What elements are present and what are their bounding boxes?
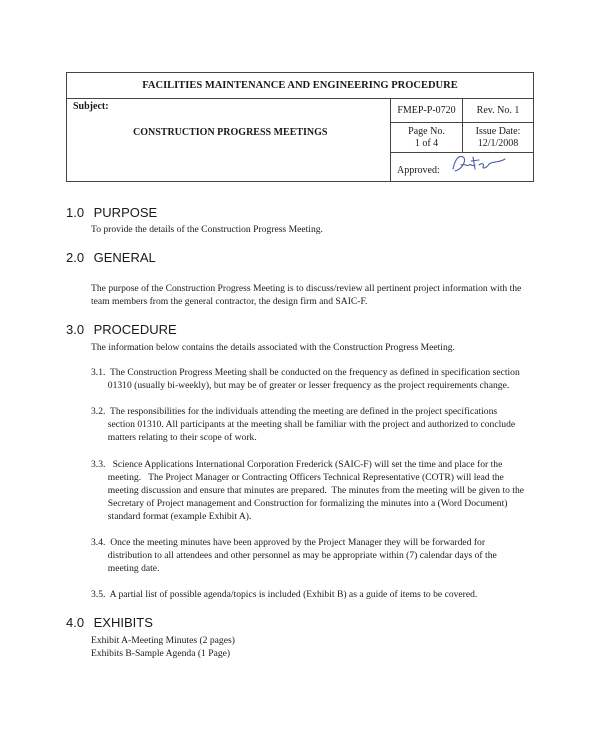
section-number: 3.0 (66, 322, 85, 337)
procedure-item-line: meeting. The Project Manager or Contracting Officers Technical Representative (COTR) will lead the (91, 472, 504, 483)
section-title: EXHIBITS (93, 615, 153, 630)
general-text-line: The purpose of the Construction Progress Meeting is to discuss/review all pertinent project information with the (91, 283, 522, 294)
page-label: Page No. (408, 126, 445, 137)
issue-label: Issue Date: (475, 126, 521, 137)
subject-cell (67, 99, 391, 181)
procedure-item-line: 3.4. Once the meeting minutes have been approved by the Project Manager they will be forwarded for (91, 537, 486, 548)
section-title: PURPOSE (93, 205, 158, 220)
subject-value: CONSTRUCTION PROGRESS MEETINGS (133, 127, 328, 138)
procedure-item-line: 3.3. Science Applications International Corporation Frederick (SAIC-F) will set the time and place for the (91, 459, 503, 470)
procedure-item-line: standard format (example Exhibit A). (91, 511, 252, 522)
issue-date-cell (463, 123, 533, 153)
procedure-item-line: meeting discussion and ensure that minutes are prepared. The minutes from the meeting will be given to the (91, 485, 525, 496)
procedure-item-line: Secretary of Project management and Construction for formalizing the minutes into a (Word Document) (91, 498, 508, 509)
exhibit-item: Exhibits B-Sample Agenda (1 Page) (91, 648, 231, 659)
section-heading-procedure (66, 322, 177, 337)
approved-label: Approved: (397, 165, 440, 176)
general-text-line: team members from the general contractor, the design firm and SAIC-F. (91, 296, 368, 307)
section-heading-purpose (66, 205, 157, 220)
revision-number: Rev. No. 1 (463, 99, 533, 123)
section-title: GENERAL (93, 250, 156, 265)
page-number-cell (391, 123, 463, 153)
procedure-item-line: 3.1. The Construction Progress Meeting shall be conducted on the frequency as defined in specification section (91, 367, 520, 378)
procedure-intro: The information below contains the details associated with the Construction Progress Meeting. (91, 342, 455, 353)
section-heading-exhibits (66, 615, 153, 630)
procedure-item-line: matters relating to their scope of work. (91, 432, 257, 443)
procedure-item-line: 01310 (usually bi-weekly), but may be of greater or lesser frequency as the project requirements change. (91, 380, 510, 391)
subject-label: Subject: (73, 101, 109, 112)
section-number: 1.0 (66, 205, 85, 220)
procedure-item-line: distribution to all attendees and other personnel as may be appropriate within (7) calendar days of the (91, 550, 497, 561)
purpose-text: To provide the details of the Construction Progress Meeting. (91, 224, 323, 235)
procedure-item-line: 3.5. A partial list of possible agenda/topics is included (Exhibit B) as a guide of items to be covered. (91, 589, 478, 600)
procedure-title: FACILITIES MAINTENANCE AND ENGINEERING PROCEDURE (67, 73, 533, 99)
procedure-header-table (66, 72, 534, 182)
procedure-item-line: 3.2. The responsibilities for the individuals attending the meeting are defined in the project specifications (91, 406, 498, 417)
page-value: 1 of 4 (414, 138, 439, 149)
procedure-item-line: meeting date. (91, 563, 160, 574)
section-number: 4.0 (66, 615, 85, 630)
issue-value: 12/1/2008 (477, 138, 519, 149)
section-heading-general (66, 250, 156, 265)
approved-cell (391, 153, 533, 181)
document-number: FMEP-P-0720 (391, 99, 463, 123)
section-title: PROCEDURE (93, 322, 177, 337)
procedure-item-line: section 01310. All participants at the meeting shall be familiar with the project and authorized to conclude (91, 419, 516, 430)
section-number: 2.0 (66, 250, 85, 265)
approval-signature (449, 151, 509, 177)
exhibit-item: Exhibit A-Meeting Minutes (2 pages) (91, 635, 235, 646)
